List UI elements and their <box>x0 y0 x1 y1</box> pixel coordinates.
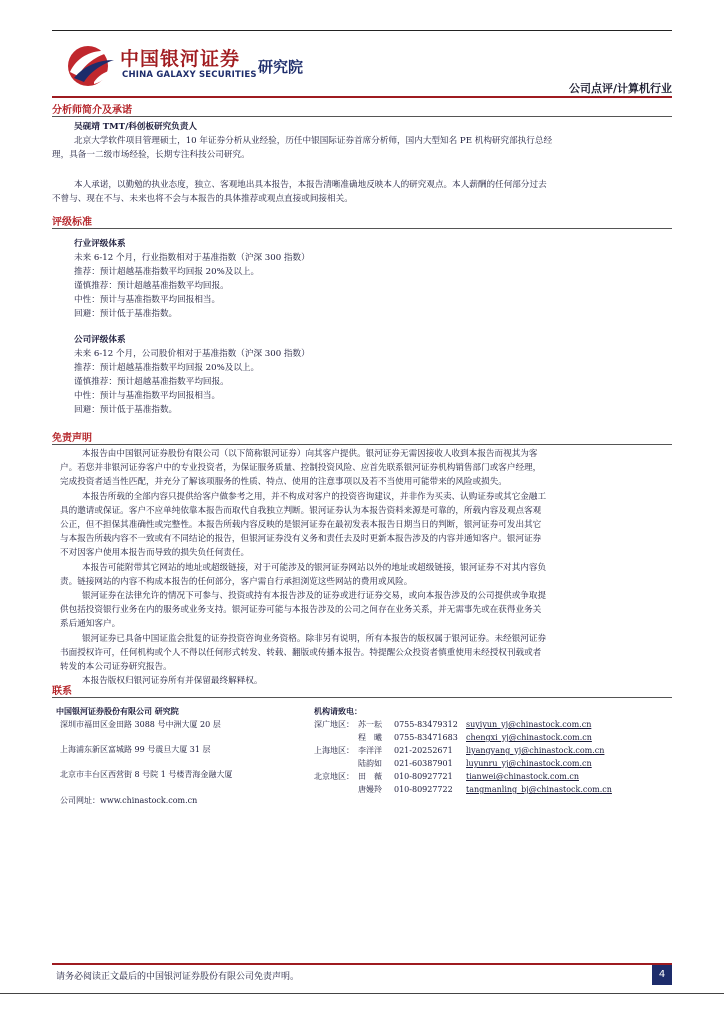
institution-contact-title: 机构请致电： <box>314 706 362 716</box>
disclaimer-section-rule <box>52 444 672 445</box>
company-rating-line: 推荐：预计超越基准指数平均回报 20%及以上。 <box>74 363 260 373</box>
industry-rating-block <box>74 237 310 321</box>
contact-region: 深广地区： <box>314 720 354 729</box>
disclaimer-line: 具的邀请或保证。客户不应单纯依靠本报告而取代自我独立判断。银河证券认为本报告资料来源是可靠的，所载内容及观点客观 <box>60 505 542 516</box>
page-number: 4 <box>652 965 672 985</box>
contact-row <box>314 758 592 769</box>
industry-rating-line: 推荐：预计超越基准指数平均回报 20%及以上。 <box>74 267 260 277</box>
disclaimer-line: 不对因客户使用本报告而导致的损失负任何责任。 <box>60 548 250 559</box>
disclaimer-line: 与本报告所载内容不一致或有不同结论的报告，但银河证券没有义务和责任去及时更新本报告涉及的内容并通知客户。银河证券 <box>60 534 542 545</box>
disclaimer-body <box>52 447 672 688</box>
contact-name: 苏一耘 <box>358 720 382 729</box>
contact-name: 田 薇 <box>358 772 382 781</box>
contact-website[interactable]: 公司网址：www.chinastock.com.cn <box>60 796 198 805</box>
contact-row <box>314 719 591 730</box>
analyst-pledge-line: 本人承诺，以勤勉的执业态度，独立、客观地出具本报告，本报告清晰准确地反映本人的研究观点。本人薪酬的任何部分过去 <box>74 180 547 190</box>
logo-chinese-name: 中国银河证券 <box>120 48 241 70</box>
disclaimer-line: 系后通知客户。 <box>60 619 121 630</box>
contact-section-title: 联系 <box>52 686 72 697</box>
analyst-bio <box>52 134 672 162</box>
industry-rating-line: 中性：预计与基准指数平均回报相当。 <box>74 295 221 305</box>
analyst-section-rule <box>52 116 672 117</box>
contact-row <box>314 732 592 743</box>
company-rating-line: 回避：预计低于基准指数。 <box>74 405 178 415</box>
contact-address-shenzhen: 深圳市福田区金田路 3088 号中洲大厦 20 层 <box>60 720 221 729</box>
contact-name: 程 曦 <box>358 733 382 742</box>
contact-row <box>314 745 604 756</box>
disclaimer-line: 户。若您并非银河证券客户中的专业投资者，为保证服务质量、控制投资风险、应首先联系银河证券机构销售部门或客户经理， <box>60 463 542 474</box>
contact-name: 唐嫚羚 <box>358 785 382 794</box>
contact-email[interactable]: tangmanling_bj@chinastock.com.cn <box>466 785 612 794</box>
disclaimer-line: 银河证券在法律允许的情况下可参与、投资或持有本报告涉及的证券或进行证券交易，或向本报告涉及的公司提供或争取提 <box>82 591 547 602</box>
disclaimer-line: 本报告由中国银河证券股份有限公司（以下简称银河证券）向其客户提供。银河证券无需因接收人收到本报告而视其为客 <box>82 449 538 459</box>
contact-phone: 0755-83479312 <box>394 720 458 729</box>
disclaimer-line: 完成投资者适当性匹配，并充分了解该项服务的性质、特点、使用的注意事项以及若不当使用可能带来的风险或损失。 <box>60 477 507 488</box>
contact-phone: 010-80927722 <box>394 785 453 794</box>
contact-name: 陆韵如 <box>358 759 382 768</box>
report-category: 公司点评/计算机行业 <box>568 82 672 95</box>
contact-address-beijing: 北京市丰台区西营街 8 号院 1 号楼青海金融大厦 <box>60 770 233 779</box>
company-rating-line: 中性：预计与基准指数平均回报相当。 <box>74 391 221 401</box>
disclaimer-line: 书面授权许可，任何机构或个人不得以任何形式转发、转载、翻版或传播本报告。特提醒公众投资者慎重使用未经授权刊载或者 <box>60 647 542 658</box>
contact-company: 中国银河证券股份有限公司 研究院 <box>56 706 179 716</box>
disclaimer-line: 供包括投资银行业务在内的服务或业务支持。银河证券可能与本报告涉及的公司之间存在业务关系，并无需事先或在获得业务关 <box>60 605 542 616</box>
logo-english-name: CHINA GALAXY SECURITIES <box>122 70 257 80</box>
contact-phone: 021-60387901 <box>394 759 453 768</box>
contact-phone: 0755-83471683 <box>394 733 458 742</box>
industry-rating-line: 回避：预计低于基准指数。 <box>74 309 178 319</box>
contact-email[interactable]: chengxi_yj@chinastock.com.cn <box>466 733 592 742</box>
disclaimer-line: 本报告版权归银河证券所有并保留最终解释权。 <box>82 676 263 687</box>
company-logo <box>64 42 324 90</box>
analyst-pledge-line: 不曾与、现在不与、未来也将不会与本报告的具体推荐或观点直接或间接相关。 <box>52 194 353 205</box>
analyst-name: 吴砚靖 TMT/科创板研究负责人 <box>74 122 197 132</box>
contact-phone: 010-80927721 <box>394 772 453 781</box>
contact-email[interactable]: suyiyun_yj@chinastock.com.cn <box>466 720 592 729</box>
industry-rating-title: 行业评级体系 <box>74 239 126 249</box>
disclaimer-line: 本报告所载的全部内容只提供给客户做参考之用，并不构成对客户的投资咨询建议，并非作为买卖、认购证券或其它金融工 <box>82 491 547 502</box>
contact-row <box>314 771 579 782</box>
industry-rating-line: 未来 6-12 个月，行业指数相对于基准指数（沪深 300 指数） <box>74 253 310 263</box>
rating-section-title: 评级标准 <box>52 217 92 228</box>
header-rule <box>52 96 672 98</box>
company-rating-line: 谨慎推荐：预计超越基准指数平均回报。 <box>74 377 229 387</box>
company-rating-line: 未来 6-12 个月，公司股价相对于基准指数（沪深 300 指数） <box>74 349 310 359</box>
footer-disclaimer-notice: 请务必阅读正文最后的中国银河证券股份有限公司免责声明。 <box>56 972 300 982</box>
footer-rule <box>52 963 672 965</box>
disclaimer-line: 转发的本公司证券研究报告。 <box>60 662 172 673</box>
top-rule <box>52 30 672 31</box>
galaxy-logo-icon <box>64 42 116 88</box>
disclaimer-line: 公正，但不担保其准确性或完整性。本报告所载内容反映的是银河证券在最初发表本报告日期当日的判断，银河证券可发出其它 <box>60 520 542 531</box>
disclaimer-line: 责。链接网站的内容不构成本报告的任何部分，客户需自行承担浏览这些网站的费用或风险。 <box>60 576 413 587</box>
industry-rating-line: 谨慎推荐：预计超越基准指数平均回报。 <box>74 281 229 291</box>
contact-row <box>314 784 612 795</box>
contact-email[interactable]: luyunru_yj@chinastock.com.cn <box>466 759 592 768</box>
rating-section-rule <box>52 228 672 229</box>
analyst-pledge <box>52 178 672 206</box>
company-rating-title: 公司评级体系 <box>74 335 126 345</box>
footer-bottom-rule <box>0 993 724 994</box>
contact-name: 李洋洋 <box>358 746 382 755</box>
contact-region: 北京地区： <box>314 772 354 781</box>
contact-section-rule <box>52 697 672 698</box>
disclaimer-section-title: 免责声明 <box>52 433 92 444</box>
contact-address-shanghai: 上海浦东新区富城路 99 号震旦大厦 31 层 <box>60 745 211 754</box>
contact-email[interactable]: liyangyang_yj@chinastock.com.cn <box>466 746 605 755</box>
analyst-section-title: 分析师简介及承诺 <box>52 105 132 116</box>
contact-email[interactable]: tianwei@chinastock.com.cn <box>466 772 580 781</box>
logo-research-institute: 研究院 <box>258 58 304 76</box>
contact-phone: 021-20252671 <box>394 746 453 755</box>
analyst-bio-line: 北京大学软件项目管理硕士，10 年证券分析从业经验，历任中银国际证券首席分析师，国内大型知名 PE 机构研究部执行总经 <box>74 136 553 146</box>
disclaimer-line: 银河证券已具备中国证监会批复的证券投资咨询业务资格。除非另有说明，所有本报告的版权属于银河证券。未经银河证券 <box>82 633 547 644</box>
analyst-bio-line: 理，具备一二级市场经验，长期专注科技公司研究。 <box>52 150 250 161</box>
disclaimer-line: 本报告可能附带其它网站的地址或超级链接，对于可能涉及的银河证券网站以外的地址或超级链接，银河证券不对其内容负 <box>82 562 547 573</box>
contact-region: 上海地区： <box>314 746 354 755</box>
company-rating-block <box>74 333 310 417</box>
